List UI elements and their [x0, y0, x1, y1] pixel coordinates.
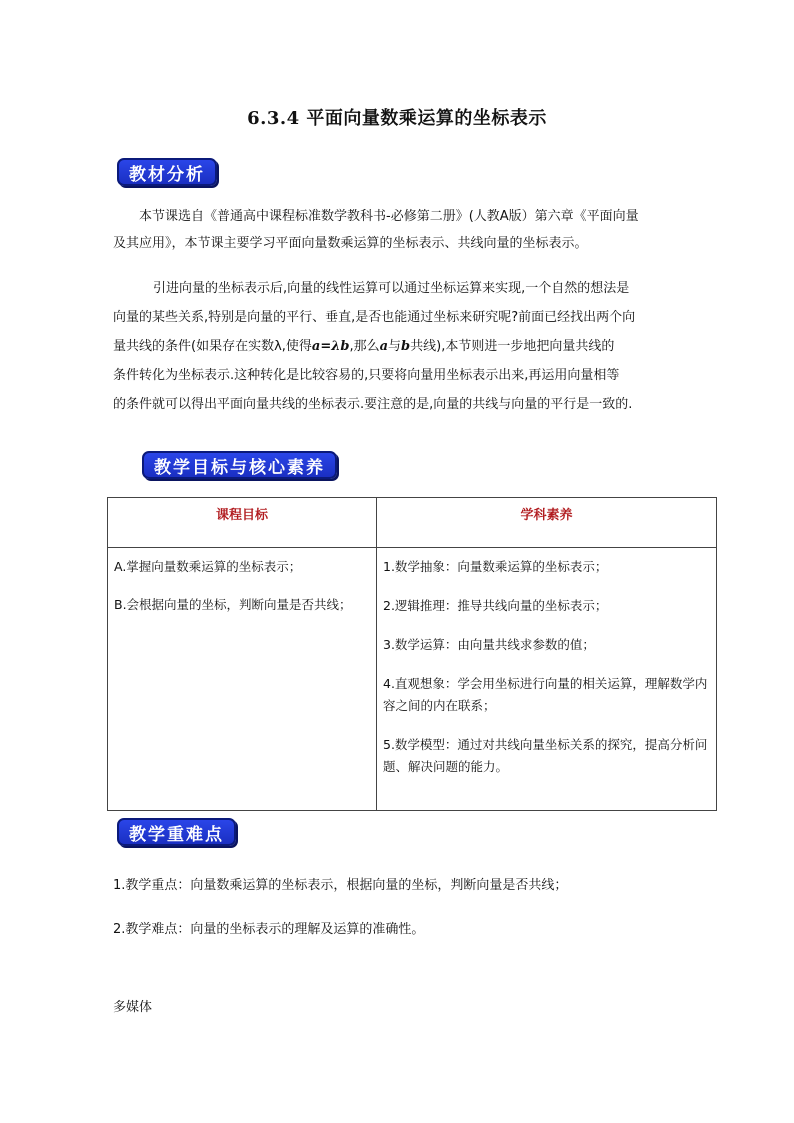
page-title: 6.3.4 平面向量数乘运算的坐标表示 [247, 108, 547, 129]
section-badge-analysis: 教材分析 [117, 158, 217, 186]
p2-line3-text-b: ,那么 [349, 339, 380, 354]
vector-b: b [401, 339, 411, 354]
footer-media-label: 多媒体 [113, 1000, 153, 1015]
p2-line3-text-d: 共线),本节则进一步地把向量共线的 [410, 339, 615, 354]
analysis-p1-line1: 本节课选自《普通高中课程标准数学教科书-必修第二册》(人教A版）第六章《平面向量 [139, 209, 639, 224]
p2-line3-text-c: 与 [388, 339, 402, 354]
literacy-cell [377, 548, 717, 811]
course-goal-item: B.会根据向量的坐标，判断向量是否共线； [114, 597, 352, 612]
keypoint-item-1: 1.教学重点：向量数乘运算的坐标表示，根据向量的坐标，判断向量是否共线； [113, 878, 568, 893]
literacy-item: 5.数学模型：通过对共线向量坐标关系的探究，提高分析问题、解决问题的能力。 [383, 737, 708, 774]
table-header-course-goals: 课程目标 [108, 498, 377, 548]
course-goals-cell [108, 548, 377, 811]
table-header-literacy: 学科素养 [377, 498, 717, 548]
literacy-item: 3.数学运算：由向量共线求参数的值； [383, 637, 595, 652]
course-goals-list [108, 548, 376, 640]
vector-a: a [379, 339, 389, 354]
literacy-item: 4.直观想象：学会用坐标进行向量的相关运算，理解数学内容之间的内在联系； [383, 676, 708, 713]
analysis-p2-line3 [113, 332, 713, 361]
analysis-p2-line1: 引进向量的坐标表示后,向量的线性运算可以通过坐标运算来实现,一个自然的想法是 [153, 281, 630, 296]
literacy-item: 2.逻辑推理：推导共线向量的坐标表示； [383, 598, 608, 613]
analysis-p2-line4: 条件转化为坐标表示.这种转化是比较容易的,只要将向量用坐标表示出来,再运用向量相等 [113, 368, 620, 383]
course-goal-item: A.掌握向量数乘运算的坐标表示； [114, 559, 302, 574]
analysis-paragraph-1 [113, 203, 713, 257]
keypoint-item-2: 2.教学难点：向量的坐标表示的理解及运算的准确性。 [113, 922, 425, 937]
p2-line3-text-a: 量共线的条件(如果存在实数λ,使得 [113, 339, 312, 354]
analysis-paragraph-2 [113, 274, 713, 419]
goals-table [107, 497, 717, 811]
collinear-equation: a=λb [311, 339, 350, 354]
literacy-list [377, 548, 716, 803]
literacy-item: 1.数学抽象：向量数乘运算的坐标表示； [383, 559, 608, 574]
analysis-p1-line2: 及其应用》，本节课主要学习平面向量数乘运算的坐标表示、共线向量的坐标表示。 [113, 236, 588, 251]
analysis-p2-line2: 向量的某些关系,特别是向量的平行、垂直,是否也能通过坐标来研究呢?前面已经找出两个向 [113, 310, 636, 325]
section-badge-goals: 教学目标与核心素养 [142, 451, 337, 479]
section-badge-keypoints: 教学重难点 [117, 818, 236, 846]
analysis-p2-line5: 的条件就可以得出平面向量共线的坐标表示.要注意的是,向量的共线与向量的平行是一致的. [113, 397, 633, 412]
